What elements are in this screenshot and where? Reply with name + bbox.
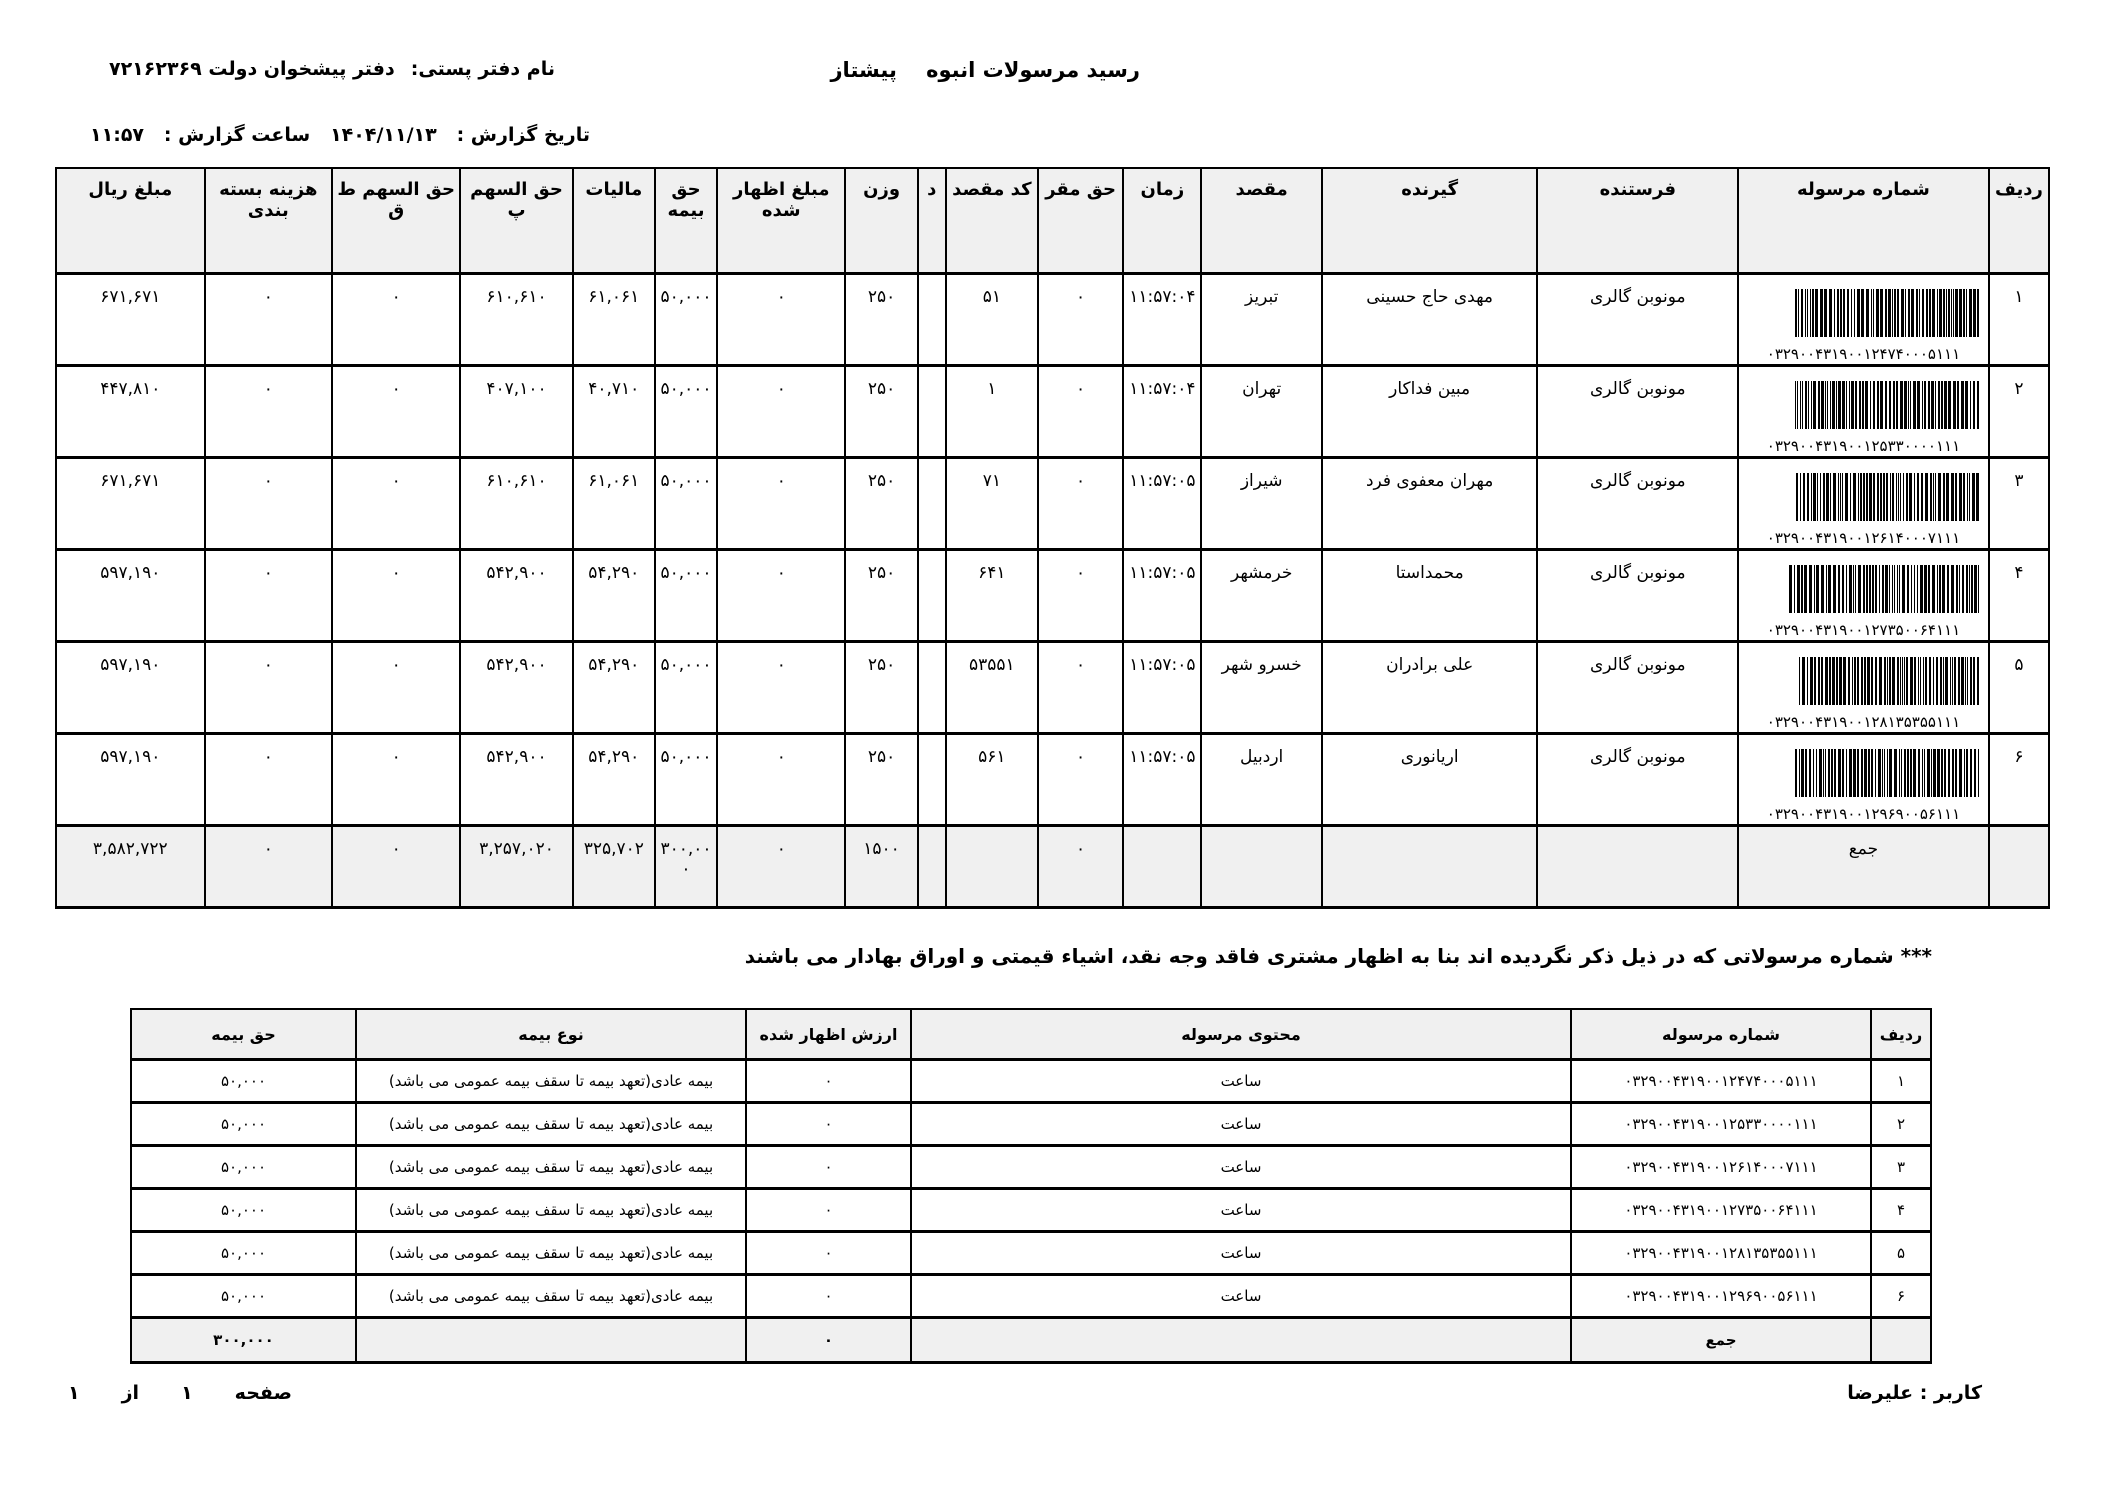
col-header-weight: وزن: [845, 168, 917, 274]
cell-insurance_type: بیمه عادی(تعهد بیمه تا سقف بیمه عمومی می باشد): [356, 1232, 746, 1275]
cell-base_fee: ۰: [1038, 274, 1123, 366]
cell-dest_code: ۵۱: [946, 274, 1038, 366]
cell-insurance: ۵۰,۰۰۰: [655, 458, 717, 550]
post-office-label: نام دفتر پستی:: [410, 58, 555, 80]
cell-base_fee: ۰: [1038, 366, 1123, 458]
cell-d: [918, 550, 946, 642]
cell-dest_code: ۱: [946, 366, 1038, 458]
cell-base_fee: ۰: [1038, 642, 1123, 734]
cell-tracking: ۰۳۲۹۰۰۴۳۱۹۰۰۱۲۷۳۵۰۰۶۴۱۱۱: [1571, 1189, 1871, 1232]
barcode: [1740, 289, 1987, 363]
cell-base_fee: ۰: [1038, 734, 1123, 826]
insurance-row: [131, 1060, 1931, 1103]
barcode-bars: [1745, 381, 1979, 429]
col-header-tax: مالیات: [573, 168, 655, 274]
cell-content: ساعت: [911, 1103, 1571, 1146]
cell-d: [918, 458, 946, 550]
shipments-table-container: [55, 167, 2050, 909]
cell-share_p: ۶۱۰,۶۱۰: [460, 458, 572, 550]
cell-content: ساعت: [911, 1189, 1571, 1232]
cell-tax: ۶۱,۰۶۱: [573, 274, 655, 366]
cell-destination: اردبیل: [1201, 734, 1321, 826]
col-header-tracking: شماره مرسوله: [1738, 168, 1989, 274]
cell-amount: ۴۴۷,۸۱۰: [56, 366, 205, 458]
post-office-line: [108, 58, 555, 80]
cell-tax: ۳۲۵,۷۰۲: [573, 826, 655, 908]
insurance-row: [131, 1146, 1931, 1189]
col-header-time: زمان: [1123, 168, 1201, 274]
cell-row: ۳: [1871, 1146, 1931, 1189]
report-meta-line: [90, 124, 590, 146]
cell-row: ۶: [1871, 1275, 1931, 1318]
shipment-row: [56, 734, 2049, 826]
cell-row: ۲: [1871, 1103, 1931, 1146]
cell-time: ۱۱:۵۷:۰۴: [1123, 366, 1201, 458]
col-header-row: ردیف: [1871, 1009, 1931, 1060]
shipment-row: [56, 458, 2049, 550]
cell-share_tq: ۰: [332, 734, 460, 826]
cell-amount: ۳,۵۸۲,۷۲۲: [56, 826, 205, 908]
cell-insurance_fee: ۵۰,۰۰۰: [131, 1189, 356, 1232]
barcode-bars: [1745, 565, 1979, 613]
cell-amount: ۵۹۷,۱۹۰: [56, 642, 205, 734]
insurance-table: [130, 1008, 1932, 1364]
insurance-row-totals: [131, 1318, 1931, 1363]
cell-declared_value: ۰: [746, 1146, 911, 1189]
cell-packaging: ۰: [205, 366, 332, 458]
cell-insurance_type: بیمه عادی(تعهد بیمه تا سقف بیمه عمومی می باشد): [356, 1146, 746, 1189]
cell-insurance_type: بیمه عادی(تعهد بیمه تا سقف بیمه عمومی می باشد): [356, 1189, 746, 1232]
cell-d: [918, 734, 946, 826]
cell-content: ساعت: [911, 1275, 1571, 1318]
cell-weight: ۲۵۰: [845, 274, 917, 366]
col-header-tracking: شماره مرسوله: [1571, 1009, 1871, 1060]
cell-tracking: [1738, 734, 1989, 826]
shipment-row-totals: [56, 826, 2049, 908]
cell-tax: ۴۰,۷۱۰: [573, 366, 655, 458]
cell-declared_value: ۰: [746, 1232, 911, 1275]
barcode: [1740, 381, 1987, 455]
col-header-insurance_type: نوع بیمه: [356, 1009, 746, 1060]
col-header-insurance_fee: حق بیمه: [131, 1009, 356, 1060]
cell-share_tq: ۰: [332, 642, 460, 734]
cell-insurance: ۵۰,۰۰۰: [655, 642, 717, 734]
barcode-bars: [1745, 289, 1979, 337]
cell-sender: مونوبن گالری: [1537, 366, 1738, 458]
cell-row: ۱: [1989, 274, 2049, 366]
cell-content: ساعت: [911, 1146, 1571, 1189]
cell-dest_code: ۵۳۵۵۱: [946, 642, 1038, 734]
footer-pagination: [68, 1382, 292, 1404]
col-header-row: ردیف: [1989, 168, 2049, 274]
footer-user: کاربر : علیرضا: [1847, 1382, 1982, 1404]
cell-insurance_type: بیمه عادی(تعهد بیمه تا سقف بیمه عمومی می باشد): [356, 1275, 746, 1318]
cell-destination: تهران: [1201, 366, 1321, 458]
insurance-row: [131, 1189, 1931, 1232]
col-header-share_tq: حق السهم ط ق: [332, 168, 460, 274]
tracking-number: ۰۳۲۹۰۰۴۳۱۹۰۰۱۲۶۱۴۰۰۰۷۱۱۱: [1766, 529, 1961, 547]
cell-packaging: ۰: [205, 550, 332, 642]
col-header-insurance: حق بیمه: [655, 168, 717, 274]
shipments-table: [55, 167, 2050, 909]
report-title: رسید مرسولات انبوه پیشتاز: [830, 58, 1140, 82]
cell-destination: تبریز: [1201, 274, 1321, 366]
col-header-receiver: گیرنده: [1322, 168, 1538, 274]
col-header-base_fee: حق مقر: [1038, 168, 1123, 274]
cell-sender: مونوبن گالری: [1537, 274, 1738, 366]
col-header-share_p: حق السهم پ: [460, 168, 572, 274]
cell-packaging: ۰: [205, 274, 332, 366]
cell-dest_code: ۵۶۱: [946, 734, 1038, 826]
cell-insurance: ۵۰,۰۰۰: [655, 734, 717, 826]
report-time-label: ساعت گزارش :: [163, 124, 311, 146]
cell-tracking: ۰۳۲۹۰۰۴۳۱۹۰۰۱۲۴۷۴۰۰۰۵۱۱۱: [1571, 1060, 1871, 1103]
cell-weight: ۲۵۰: [845, 366, 917, 458]
report-date-value: ۱۴۰۴/۱۱/۱۳: [330, 124, 437, 146]
cell-time: ۱۱:۵۷:۰۴: [1123, 274, 1201, 366]
cell-insurance: ۵۰,۰۰۰: [655, 550, 717, 642]
tracking-number: ۰۳۲۹۰۰۴۳۱۹۰۰۱۲۹۶۹۰۰۵۶۱۱۱: [1766, 805, 1961, 823]
header-row: [131, 1009, 1931, 1060]
cell-declared_value: ۰: [746, 1189, 911, 1232]
cell-time: ۱۱:۵۷:۰۵: [1123, 458, 1201, 550]
col-header-sender: فرستنده: [1537, 168, 1738, 274]
shipment-row: [56, 274, 2049, 366]
cell-insurance_fee: ۵۰,۰۰۰: [131, 1146, 356, 1189]
barcode: [1740, 749, 1987, 823]
cell-packaging: ۰: [205, 642, 332, 734]
cell-weight: ۱۵۰۰: [845, 826, 917, 908]
cell-time: ۱۱:۵۷:۰۵: [1123, 642, 1201, 734]
cell-tracking: جمع: [1738, 826, 1989, 908]
cell-tax: ۵۴,۲۹۰: [573, 642, 655, 734]
cell-tax: ۵۴,۲۹۰: [573, 734, 655, 826]
tracking-number: ۰۳۲۹۰۰۴۳۱۹۰۰۱۲۸۱۳۵۳۵۵۱۱۱: [1766, 713, 1961, 731]
shipment-row: [56, 366, 2049, 458]
page-label: صفحه: [234, 1382, 292, 1404]
cell-d: [918, 642, 946, 734]
cell-insurance_type: [356, 1318, 746, 1363]
cell-insurance_fee: ۵۰,۰۰۰: [131, 1232, 356, 1275]
cell-amount: ۶۷۱,۶۷۱: [56, 458, 205, 550]
cell-d: [918, 826, 946, 908]
cell-destination: خسرو شهر: [1201, 642, 1321, 734]
cell-sender: مونوبن گالری: [1537, 642, 1738, 734]
cell-receiver: مهران معفوی فرد: [1322, 458, 1538, 550]
cell-sender: [1537, 826, 1738, 908]
cell-tracking: [1738, 642, 1989, 734]
barcode: [1740, 657, 1987, 731]
report-time-value: ۱۱:۵۷: [90, 124, 145, 146]
cell-sender: مونوبن گالری: [1537, 458, 1738, 550]
cell-receiver: علی برادران: [1322, 642, 1538, 734]
tracking-number: ۰۳۲۹۰۰۴۳۱۹۰۰۱۲۷۳۵۰۰۶۴۱۱۱: [1766, 621, 1961, 639]
cell-declared: ۰: [717, 274, 845, 366]
cell-content: ساعت: [911, 1060, 1571, 1103]
cell-receiver: [1322, 826, 1538, 908]
cell-share_tq: ۰: [332, 458, 460, 550]
cell-tracking: [1738, 274, 1989, 366]
page-total: ۱: [68, 1382, 80, 1404]
cell-tracking: [1738, 366, 1989, 458]
cell-tracking: [1738, 458, 1989, 550]
cell-declared: ۰: [717, 366, 845, 458]
cell-declared_value: ۰: [746, 1103, 911, 1146]
tracking-number: ۰۳۲۹۰۰۴۳۱۹۰۰۱۲۵۳۳۰۰۰۰۱۱۱: [1766, 437, 1961, 455]
cell-insurance: ۵۰,۰۰۰: [655, 366, 717, 458]
report-date-label: تاریخ گزارش :: [456, 124, 590, 146]
cell-insurance_fee: ۳۰۰,۰۰۰: [131, 1318, 356, 1363]
cell-declared: ۰: [717, 458, 845, 550]
cell-weight: ۲۵۰: [845, 734, 917, 826]
cell-share_tq: ۰: [332, 366, 460, 458]
cell-declared: ۰: [717, 550, 845, 642]
cell-content: ساعت: [911, 1232, 1571, 1275]
cell-insurance_type: بیمه عادی(تعهد بیمه تا سقف بیمه عمومی می باشد): [356, 1103, 746, 1146]
cell-base_fee: ۰: [1038, 458, 1123, 550]
page-of-label: از: [121, 1382, 140, 1404]
cell-share_p: ۵۴۲,۹۰۰: [460, 642, 572, 734]
cell-share_p: ۶۱۰,۶۱۰: [460, 274, 572, 366]
insurance-table-container: [130, 1008, 1930, 1364]
cell-d: [918, 366, 946, 458]
cell-declared_value: ۰: [746, 1060, 911, 1103]
cell-destination: خرمشهر: [1201, 550, 1321, 642]
cell-receiver: اریانوری: [1322, 734, 1538, 826]
cell-share_p: ۵۴۲,۹۰۰: [460, 734, 572, 826]
cell-time: ۱۱:۵۷:۰۵: [1123, 550, 1201, 642]
cell-packaging: ۰: [205, 458, 332, 550]
col-header-destination: مقصد: [1201, 168, 1321, 274]
cell-share_p: ۴۰۷,۱۰۰: [460, 366, 572, 458]
cell-row: ۲: [1989, 366, 2049, 458]
barcode: [1740, 473, 1987, 547]
cell-insurance: ۳۰۰,۰۰۰: [655, 826, 717, 908]
cell-share_tq: ۰: [332, 550, 460, 642]
cell-d: [918, 274, 946, 366]
cell-row: ۶: [1989, 734, 2049, 826]
cell-dest_code: ۷۱: [946, 458, 1038, 550]
col-header-packaging: هزینه بسته بندی: [205, 168, 332, 274]
barcode-bars: [1745, 657, 1979, 705]
cell-time: [1123, 826, 1201, 908]
cell-tracking: ۰۳۲۹۰۰۴۳۱۹۰۰۱۲۸۱۳۵۳۵۵۱۱۱: [1571, 1232, 1871, 1275]
cell-tracking: ۰۳۲۹۰۰۴۳۱۹۰۰۱۲۹۶۹۰۰۵۶۱۱۱: [1571, 1275, 1871, 1318]
cell-insurance_fee: ۵۰,۰۰۰: [131, 1060, 356, 1103]
cell-declared_value: ۰: [746, 1275, 911, 1318]
cell-base_fee: ۰: [1038, 826, 1123, 908]
cell-packaging: ۰: [205, 826, 332, 908]
cell-receiver: محمداستا: [1322, 550, 1538, 642]
cell-dest_code: ۶۴۱: [946, 550, 1038, 642]
no-valuables-note: *** شماره مرسولاتی که در ذیل ذکر نگردیده اند بنا به اظهار مشتری فاقد وجه نقد، اشیاء قیمتی و اوراق بهادار می باشند: [744, 944, 1932, 968]
cell-tracking: ۰۳۲۹۰۰۴۳۱۹۰۰۱۲۶۱۴۰۰۰۷۱۱۱: [1571, 1146, 1871, 1189]
cell-row: ۴: [1871, 1189, 1931, 1232]
cell-insurance_fee: ۵۰,۰۰۰: [131, 1275, 356, 1318]
cell-sender: مونوبن گالری: [1537, 550, 1738, 642]
cell-declared_value: ۰: [746, 1318, 911, 1363]
cell-tracking: ۰۳۲۹۰۰۴۳۱۹۰۰۱۲۵۳۳۰۰۰۰۱۱۱: [1571, 1103, 1871, 1146]
barcode: [1740, 565, 1987, 639]
cell-content: [911, 1318, 1571, 1363]
cell-row: ۳: [1989, 458, 2049, 550]
cell-amount: ۶۷۱,۶۷۱: [56, 274, 205, 366]
col-header-d: د: [918, 168, 946, 274]
col-header-content: محتوی مرسوله: [911, 1009, 1571, 1060]
cell-share_p: ۵۴۲,۹۰۰: [460, 550, 572, 642]
col-header-declared_value: ارزش اظهار شده: [746, 1009, 911, 1060]
cell-destination: شیراز: [1201, 458, 1321, 550]
cell-row: [1989, 826, 2049, 908]
cell-share_tq: ۰: [332, 826, 460, 908]
cell-share_p: ۳,۲۵۷,۰۲۰: [460, 826, 572, 908]
cell-dest_code: [946, 826, 1038, 908]
cell-weight: ۲۵۰: [845, 642, 917, 734]
cell-row: ۴: [1989, 550, 2049, 642]
cell-share_tq: ۰: [332, 274, 460, 366]
shipment-row: [56, 642, 2049, 734]
cell-declared: ۰: [717, 642, 845, 734]
col-header-amount: مبلغ ریال: [56, 168, 205, 274]
cell-weight: ۲۵۰: [845, 458, 917, 550]
cell-row: ۱: [1871, 1060, 1931, 1103]
cell-tracking: [1738, 550, 1989, 642]
cell-tax: ۶۱,۰۶۱: [573, 458, 655, 550]
cell-amount: ۵۹۷,۱۹۰: [56, 734, 205, 826]
header-row: [56, 168, 2049, 274]
cell-receiver: مبین فداکار: [1322, 366, 1538, 458]
cell-sender: مونوبن گالری: [1537, 734, 1738, 826]
insurance-row: [131, 1275, 1931, 1318]
cell-weight: ۲۵۰: [845, 550, 917, 642]
barcode-bars: [1745, 749, 1979, 797]
col-header-declared: مبلغ اظهار شده: [717, 168, 845, 274]
cell-row: ۵: [1871, 1232, 1931, 1275]
page-number: ۱: [181, 1382, 193, 1404]
cell-destination: [1201, 826, 1321, 908]
cell-tracking: جمع: [1571, 1318, 1871, 1363]
barcode-bars: [1745, 473, 1979, 521]
cell-tax: ۵۴,۲۹۰: [573, 550, 655, 642]
cell-amount: ۵۹۷,۱۹۰: [56, 550, 205, 642]
cell-row: [1871, 1318, 1931, 1363]
cell-time: ۱۱:۵۷:۰۵: [1123, 734, 1201, 826]
cell-declared: ۰: [717, 826, 845, 908]
cell-declared: ۰: [717, 734, 845, 826]
cell-insurance: ۵۰,۰۰۰: [655, 274, 717, 366]
tracking-number: ۰۳۲۹۰۰۴۳۱۹۰۰۱۲۴۷۴۰۰۰۵۱۱۱: [1766, 345, 1961, 363]
cell-base_fee: ۰: [1038, 550, 1123, 642]
cell-receiver: مهدی حاج حسینی: [1322, 274, 1538, 366]
cell-insurance_fee: ۵۰,۰۰۰: [131, 1103, 356, 1146]
cell-row: ۵: [1989, 642, 2049, 734]
col-header-dest_code: کد مقصد: [946, 168, 1038, 274]
insurance-row: [131, 1103, 1931, 1146]
post-office-value: دفتر پیشخوان دولت ۷۲۱۶۲۳۶۹: [108, 58, 395, 80]
cell-insurance_type: بیمه عادی(تعهد بیمه تا سقف بیمه عمومی می باشد): [356, 1060, 746, 1103]
insurance-row: [131, 1232, 1931, 1275]
shipment-row: [56, 550, 2049, 642]
cell-packaging: ۰: [205, 734, 332, 826]
